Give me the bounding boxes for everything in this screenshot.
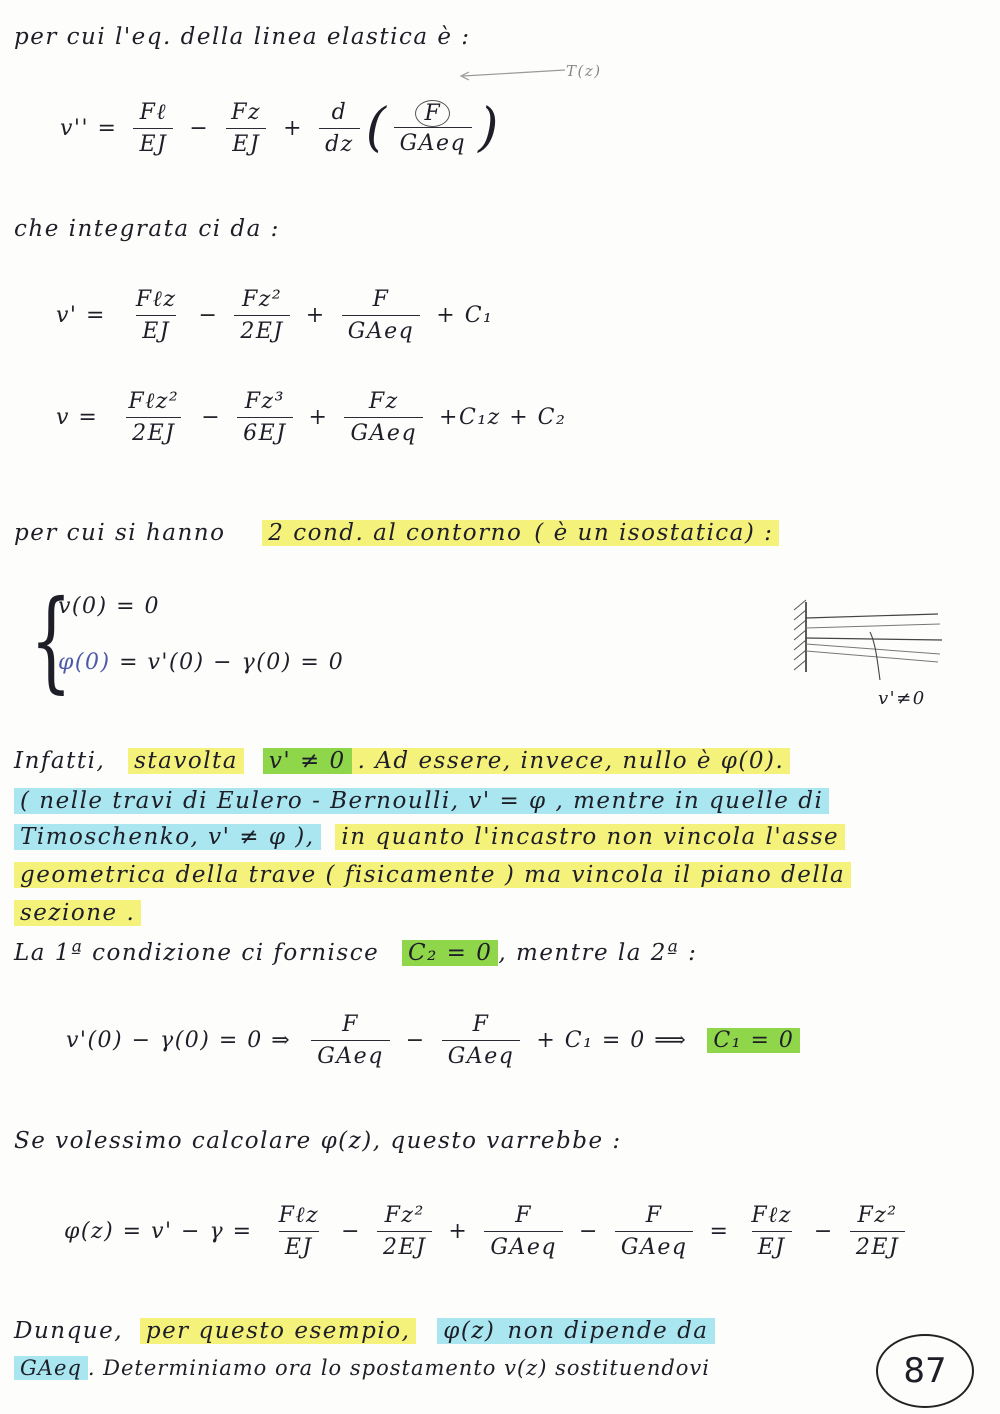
bc2-rest: = v'(0) − γ(0) = 0 <box>119 650 345 675</box>
eq3-constants: +C₁z + C₂ <box>439 404 567 430</box>
p6-first-condition: La 1ª condizione ci fornisce <box>14 940 380 966</box>
eq1-frac1: $\frac{\text{Fℓ}}{EJ}$ <box>133 99 173 157</box>
eq4-tail: + C₁ = 0 ⟹ <box>536 1028 688 1053</box>
eq4-lhs: v'(0) − γ(0) = 0 ⇒ <box>66 1028 292 1053</box>
eq5-frac5: $\frac{\text{Fℓz}}{EJ}$ <box>751 1203 792 1260</box>
paragraph-line-1 <box>14 748 790 774</box>
shear-annotation: T(z) <box>566 62 602 80</box>
eq3-frac3: $\frac{Fz}{\text{GAeq}}$ <box>344 389 423 446</box>
eq3-frac2: $\frac{\text{Fz³}}{6EJ}$ <box>237 389 292 446</box>
paragraph-line-2 <box>14 788 829 814</box>
elastic-line-equation: v'' = $\frac{\text{Fℓ}}{EJ}$ − $\frac{Fz}{EJ}$ + $\frac{d}{dz}$ ( $\frac{F}{\text{GAeq}}$ ) <box>60 98 500 158</box>
p1-infatti: Infatti, <box>14 748 106 774</box>
sketch-label: v'≠0 <box>878 688 926 709</box>
p8-dunque: Dunque, <box>14 1318 124 1344</box>
eq5-plus: + <box>448 1218 469 1244</box>
eq5-lhs: φ(z) = v' − γ = <box>64 1218 253 1244</box>
eq2-constant: + C₁ <box>436 302 494 328</box>
boundary-conditions-line <box>14 520 779 546</box>
paragraph-line-3 <box>14 824 845 850</box>
eq4-c1-zero: C₁ = 0 <box>707 1028 800 1053</box>
system-brace: { <box>30 576 72 704</box>
eq5-frac1: $\frac{\text{Fℓz}}{EJ}$ <box>278 1203 320 1260</box>
p1-stavolta: stavolta <box>128 748 244 774</box>
eq1-derivative: $\frac{d}{dz}$ <box>319 100 360 157</box>
eq5-equals: = <box>709 1218 730 1244</box>
p1-vprime-nonzero: v' ≠ 0 <box>263 748 352 774</box>
p3-timoshenko: Timoschenko, v' ≠ φ ), <box>14 824 321 850</box>
condition-line <box>14 940 697 966</box>
eq1-frac3: $\frac{F}{\text{GAeq}}$ <box>394 100 473 156</box>
bc2-phi: φ(0) <box>58 650 111 675</box>
eq3-minus: − <box>201 404 222 430</box>
p8-example: per questo esempio, <box>140 1318 417 1344</box>
eq5-frac6: $\frac{\text{Fz²}}{2EJ}$ <box>850 1203 905 1260</box>
annotation-arrow <box>455 64 575 84</box>
integration-line <box>14 216 280 242</box>
displacement-equation <box>46 388 576 446</box>
phi-equation <box>54 1202 911 1260</box>
integration-text: che integrata ci da : <box>14 216 280 242</box>
rotation-equation <box>46 286 503 344</box>
page-number: 87 <box>876 1334 974 1408</box>
p1-phi-zero: . Ad essere, invece, nullo è φ(0). <box>352 748 791 774</box>
boundary-condition-2 <box>58 650 344 675</box>
eq5-frac3: $\frac{F}{\text{GAeq}}$ <box>484 1203 563 1260</box>
conclusion-line-1 <box>14 1318 715 1344</box>
eq2-minus: − <box>198 302 219 328</box>
eq4-minus: − <box>405 1028 426 1053</box>
eq1-minus: − <box>189 115 210 141</box>
p6-c2-zero: C₂ = 0 <box>402 940 498 966</box>
eq4-frac2: $\frac{F}{\text{GAeq}}$ <box>442 1012 521 1069</box>
p3-incastro: in quanto l'incastro non vincola l'asse <box>335 824 845 850</box>
eq3-plus: + <box>308 404 329 430</box>
bc-highlight: 2 cond. al contorno <box>262 520 528 546</box>
eq2-plus: + <box>305 302 326 328</box>
eq1-lhs: v'' = <box>60 115 118 141</box>
paragraph-line-5 <box>14 900 141 926</box>
eq2-lhs: v' = <box>56 302 106 328</box>
bc-intro: per cui si hanno <box>14 520 226 546</box>
p8-phi: φ(z) <box>437 1318 501 1344</box>
eq3-frac1: $\frac{\text{Fℓz²}}{2EJ}$ <box>122 388 185 446</box>
phi-intro-line: Se volessimo calcolare φ(z), questo varrebbe : <box>14 1128 622 1154</box>
eq5-minus3: − <box>813 1218 834 1244</box>
eq5-frac2: $\frac{\text{Fz²}}{2EJ}$ <box>377 1203 432 1260</box>
boundary-condition-1: v(0) = 0 <box>58 594 161 619</box>
p9-determine: . Determiniamo ora lo spostamento v(z) sostituendovi <box>87 1356 711 1380</box>
p4-geometrica: geometrica della trave ( fisicamente ) ma vincola il piano della <box>14 862 851 888</box>
p9-gaeq: GAeq <box>14 1356 88 1380</box>
second-condition-equation <box>56 1012 800 1069</box>
eq2-frac1: $\frac{\text{Fℓz}}{EJ}$ <box>135 287 177 344</box>
p6-second: , mentre la 2ª : <box>498 940 698 966</box>
eq5-minus1: − <box>341 1218 362 1244</box>
p5-sezione: sezione . <box>14 900 141 926</box>
intro-line: per cui l'eq. della linea elastica è : <box>14 24 471 50</box>
p2-euler-bernoulli: ( nelle travi di Eulero - Bernoulli, v' = φ , mentre in quelle di <box>14 788 829 814</box>
paragraph-line-4 <box>14 862 851 888</box>
eq5-minus2: − <box>578 1218 599 1244</box>
eq3-lhs: v = <box>56 404 99 430</box>
eq4-frac1: $\frac{F}{\text{GAeq}}$ <box>311 1012 390 1069</box>
bc-isostatic-note: ( è un isostatica) : <box>528 520 779 546</box>
eq2-frac3: $\frac{F}{\text{GAeq}}$ <box>342 287 421 344</box>
eq5-frac4: $\frac{F}{\text{GAeq}}$ <box>615 1203 694 1260</box>
conclusion-line-2 <box>14 1356 710 1380</box>
eq1-frac2: $\frac{Fz}{EJ}$ <box>225 100 267 157</box>
p8-independent: non dipende da <box>501 1318 714 1344</box>
cantilever-sketch <box>790 596 960 686</box>
eq2-frac2: $\frac{\text{Fz²}}{2EJ}$ <box>234 287 289 344</box>
eq1-plus: + <box>283 115 304 141</box>
